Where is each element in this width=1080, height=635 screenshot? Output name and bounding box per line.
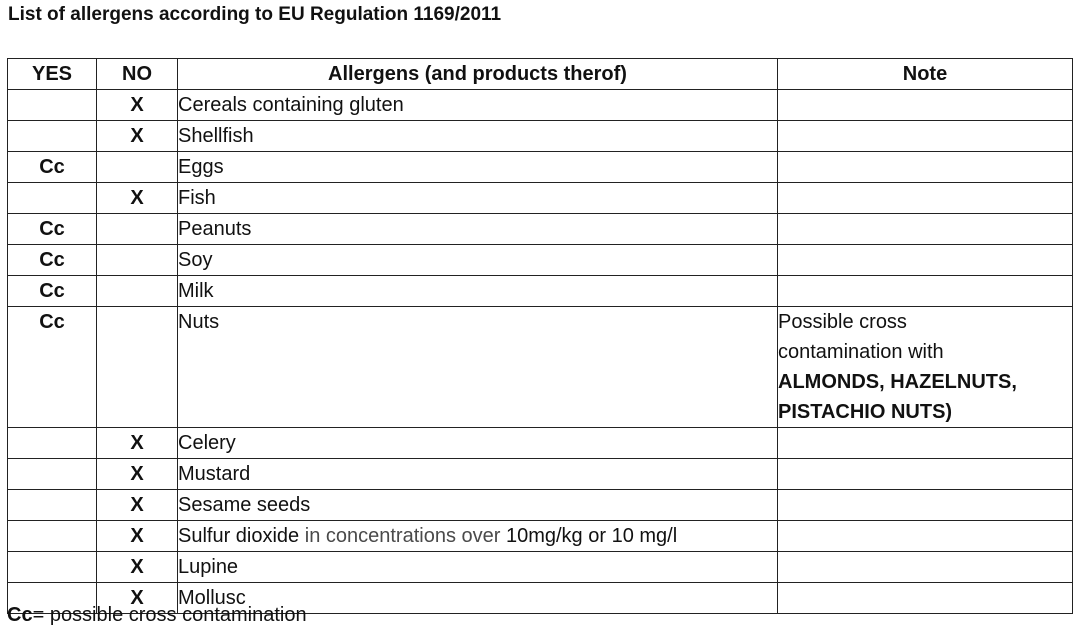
document-title: List of allergens according to EU Regulation 1169/2011: [8, 4, 502, 25]
cell-allergen: Peanuts: [178, 214, 778, 245]
allergen-limit: 10mg/kg or 10 mg/l: [505, 525, 678, 547]
cell-no: [97, 245, 178, 276]
table-row: [8, 90, 1073, 121]
cell-note: [778, 245, 1073, 276]
table-row: [8, 459, 1073, 490]
table-row: [8, 152, 1073, 183]
cell-allergen: Mollusc: [178, 583, 778, 614]
cell-no: X: [97, 459, 178, 490]
table-row: [8, 521, 1073, 552]
cell-allergen-sulfur: [178, 521, 778, 552]
header-allergen: Allergens (and products therof): [178, 59, 778, 90]
allergen-detail: in concentrations over: [299, 525, 506, 547]
table-row: [8, 307, 1073, 428]
cell-note: [778, 490, 1073, 521]
cell-allergen: Lupine: [178, 552, 778, 583]
cell-yes: Cc: [8, 152, 97, 183]
cell-no: X: [97, 552, 178, 583]
table-row: [8, 214, 1073, 245]
cell-no: [97, 214, 178, 245]
legend-abbr: Cc: [7, 604, 33, 626]
cell-no: X: [97, 90, 178, 121]
allergen-name: Sulfur dioxide: [178, 525, 300, 547]
note-line: Possible cross: [778, 311, 907, 333]
cell-no: X: [97, 428, 178, 459]
cell-note: [778, 152, 1073, 183]
table-row: [8, 428, 1073, 459]
cell-yes: [8, 121, 97, 152]
cell-allergen: Cereals containing gluten: [178, 90, 778, 121]
cell-yes: [8, 183, 97, 214]
legend-footnote: [7, 604, 307, 627]
cell-note: [778, 459, 1073, 490]
table-header-row: [8, 59, 1073, 90]
cell-no: [97, 276, 178, 307]
cell-allergen: Celery: [178, 428, 778, 459]
cell-yes: Cc: [8, 276, 97, 307]
table-row: [8, 552, 1073, 583]
cell-no: X: [97, 121, 178, 152]
note-bold-line: PISTACHIO NUTS): [778, 401, 953, 423]
cell-allergen: Fish: [178, 183, 778, 214]
cell-no: [97, 307, 178, 428]
cell-yes: [8, 490, 97, 521]
cell-no: X: [97, 183, 178, 214]
cell-no: X: [97, 521, 178, 552]
cell-note: [778, 583, 1073, 614]
cell-yes: [8, 521, 97, 552]
cell-allergen: Soy: [178, 245, 778, 276]
header-note: Note: [778, 59, 1073, 90]
cell-allergen: Shellfish: [178, 121, 778, 152]
cell-note: [778, 121, 1073, 152]
cell-no: [97, 152, 178, 183]
cell-note: [778, 428, 1073, 459]
cell-yes: Cc: [8, 307, 97, 428]
cell-note-nuts: [778, 307, 1073, 428]
allergen-table: [7, 58, 1073, 614]
cell-note: [778, 214, 1073, 245]
table-row: [8, 121, 1073, 152]
cell-yes: [8, 459, 97, 490]
table-row: [8, 183, 1073, 214]
header-yes: YES: [8, 59, 97, 90]
header-no: NO: [97, 59, 178, 90]
table-row: [8, 490, 1073, 521]
table-row: [8, 276, 1073, 307]
cell-yes: [8, 552, 97, 583]
cell-allergen: Sesame seeds: [178, 490, 778, 521]
cell-allergen: Nuts: [178, 307, 778, 428]
legend-text: = possible cross contamination: [32, 604, 307, 626]
cell-allergen: Eggs: [178, 152, 778, 183]
cell-yes: Cc: [8, 245, 97, 276]
cell-no: X: [97, 490, 178, 521]
cell-note: [778, 521, 1073, 552]
cell-note: [778, 552, 1073, 583]
cell-note: [778, 276, 1073, 307]
cell-note: [778, 90, 1073, 121]
cell-yes: Cc: [8, 214, 97, 245]
cell-allergen: Mustard: [178, 459, 778, 490]
cell-note: [778, 183, 1073, 214]
cell-yes: [8, 90, 97, 121]
cell-allergen: Milk: [178, 276, 778, 307]
table-row: [8, 245, 1073, 276]
cell-yes: [8, 428, 97, 459]
cell-no: X: [97, 583, 178, 614]
note-line: contamination with: [778, 341, 944, 363]
note-bold-line: ALMONDS, HAZELNUTS,: [778, 371, 1017, 393]
